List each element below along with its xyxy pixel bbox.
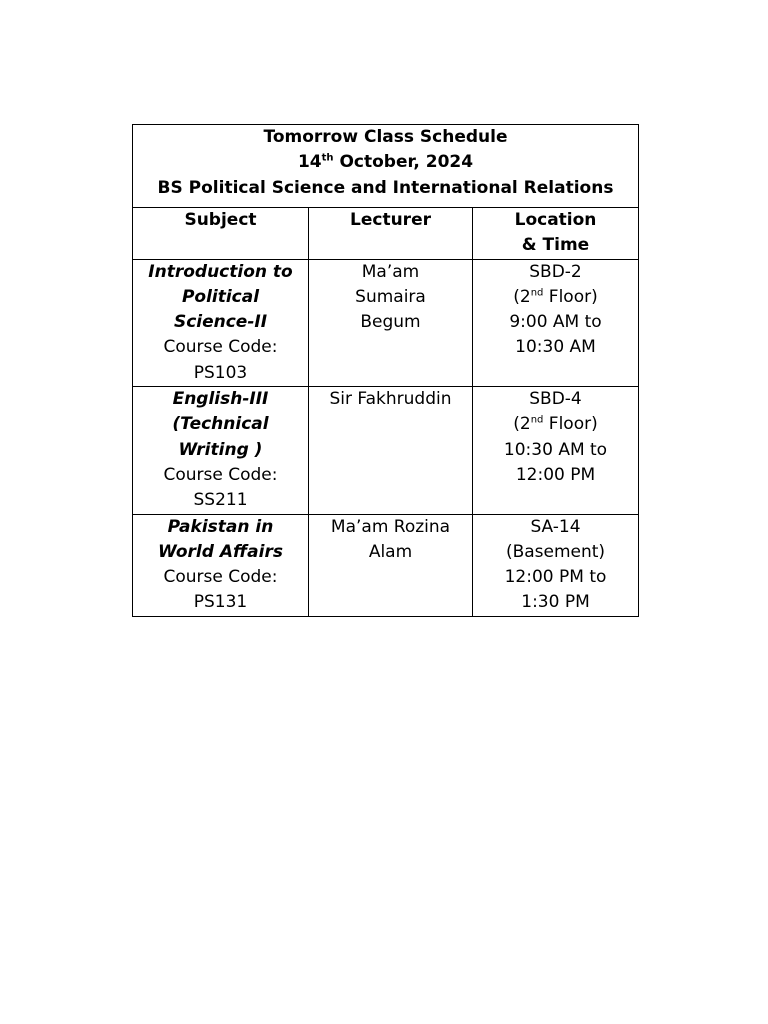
room: SA-14 (530, 516, 581, 537)
subject-cell (133, 387, 309, 514)
room: SBD-4 (529, 389, 582, 410)
location-time-cell (473, 387, 639, 514)
time-start: 9:00 AM to (509, 312, 602, 333)
location-time-cell (473, 514, 639, 616)
schedule-date (133, 150, 638, 175)
subject-name-line: Science-II (173, 312, 268, 333)
course-code: SS211 (193, 490, 248, 511)
table-row (133, 259, 639, 386)
location-header-line1: Location (514, 210, 597, 230)
floor-suffix: nd (530, 287, 544, 299)
column-header-subject: Subject (133, 208, 309, 260)
time-start: 10:30 AM to (503, 439, 608, 460)
subject-name-line: (Technical (172, 414, 269, 435)
lecturer-line: Sumaira (355, 286, 426, 307)
lecturer-line: Ma’am Rozina (330, 516, 451, 537)
time-end: 12:00 PM (515, 464, 596, 485)
table-row (133, 514, 639, 616)
floor: (Basement) (505, 541, 606, 562)
time-end: 10:30 AM (515, 337, 596, 358)
time-start: 12:00 PM to (504, 567, 607, 588)
lecturer-cell (309, 387, 473, 514)
lecturer-cell (309, 259, 473, 386)
floor-close: Floor) (543, 286, 598, 307)
column-header-lecturer: Lecturer (309, 208, 473, 260)
subject-name-line: Introduction to (148, 261, 293, 282)
lecturer-line: Alam (368, 541, 413, 562)
course-code-label: Course Code: (163, 464, 278, 485)
program-name: BS Political Science and International Relations (157, 177, 614, 198)
subject-name-line: Political (181, 286, 260, 307)
location-header-line2: & Time (521, 235, 590, 256)
lecturer-line: Begum (360, 312, 421, 333)
floor-open: (2 (513, 414, 531, 435)
subject-cell (133, 259, 309, 386)
class-schedule-table (132, 124, 639, 617)
floor (473, 412, 638, 437)
course-code-label: Course Code: (163, 337, 278, 358)
schedule-title: Tomorrow Class Schedule (263, 127, 508, 147)
floor (473, 285, 638, 310)
lecturer-line: Sir Fakhruddin (329, 389, 452, 410)
subject-name-line: English-III (172, 389, 269, 410)
lecturer-line: Ma’am (361, 261, 420, 282)
schedule-header (133, 125, 639, 208)
course-code-label: Course Code: (163, 567, 278, 588)
subject-cell (133, 514, 309, 616)
table-row (133, 387, 639, 514)
room: SBD-2 (529, 261, 582, 282)
location-time-cell (473, 259, 639, 386)
floor-suffix: nd (530, 414, 544, 426)
lecturer-cell (309, 514, 473, 616)
time-end: 1:30 PM (521, 592, 590, 613)
subject-name-line: Writing ) (178, 439, 263, 460)
column-header-row (133, 208, 639, 260)
course-code: PS131 (193, 592, 248, 613)
subject-name-line: World Affairs (158, 541, 283, 562)
column-header-location-time (473, 208, 639, 260)
floor-open: (2 (513, 286, 531, 307)
date-suffix: th (321, 152, 334, 164)
course-code: PS103 (193, 362, 248, 383)
subject-name-line: Pakistan in (167, 516, 274, 537)
date-rest: October, 2024 (333, 152, 474, 173)
date-day: 14 (297, 152, 322, 173)
floor-close: Floor) (543, 414, 598, 435)
